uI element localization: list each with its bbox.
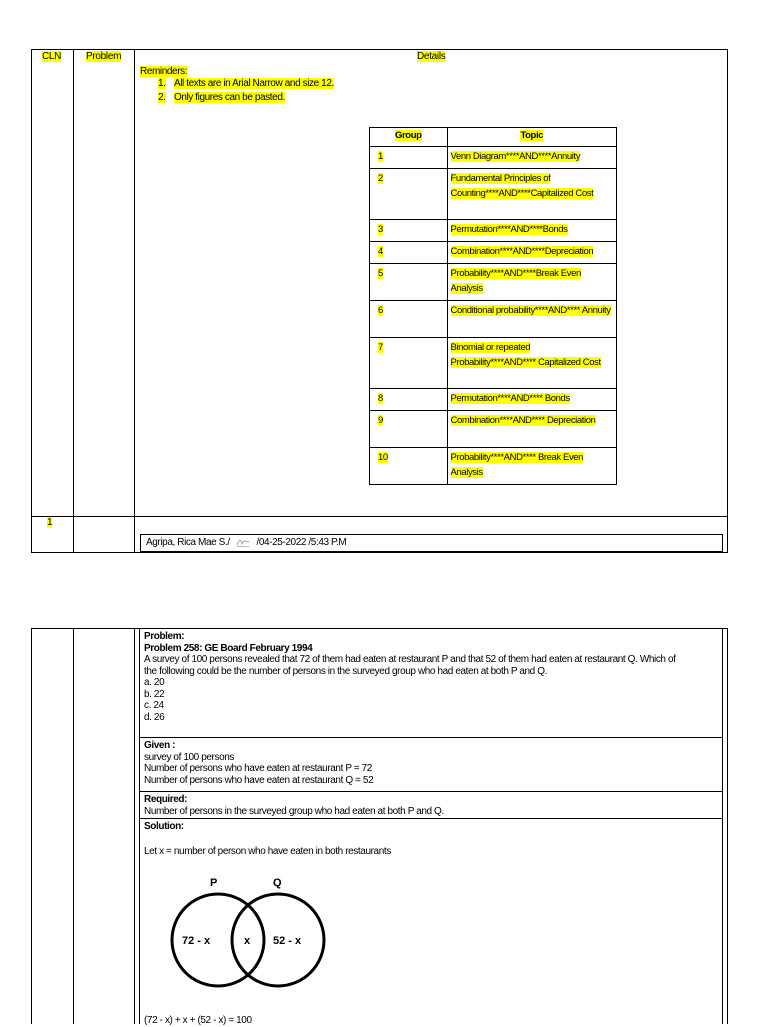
signature-icon <box>236 538 250 547</box>
group-number: 2 <box>378 173 383 184</box>
required-text: Number of persons in the surveyed group who had eaten at both P and Q. <box>144 805 444 817</box>
equation: (72 - x) + x + (52 - x) = 100 <box>144 1015 252 1026</box>
topic-text: Probability****AND****Break Even Analysis <box>450 268 581 294</box>
given-line: survey of 100 persons <box>144 751 234 763</box>
cln-number: 1 <box>47 517 53 528</box>
problem-label: Problem: <box>144 631 185 642</box>
topic-text: Conditional probability****AND**** Annuity <box>450 305 611 316</box>
header-problem: Problem <box>86 51 122 62</box>
topic-header: Topic <box>447 128 616 147</box>
header-details: Details <box>417 51 446 62</box>
signature-date: /04-25-2022 /5:43 P.M <box>256 537 347 548</box>
topic-text: Fundamental Principles of Counting****AND****Capitalized Cost <box>450 173 594 199</box>
topic-text: Binomial or repeated Probability****AND**** Capitalized Cost <box>450 342 601 368</box>
group-number: 6 <box>378 305 383 316</box>
group-number: 1 <box>378 151 383 162</box>
given-line: Number of persons who have eaten at restaurant P = 72 <box>144 763 372 774</box>
venn-diagram <box>160 872 340 992</box>
signature-name: Agripa, Rica Mae S./ <box>146 537 230 548</box>
reminder-number: 2. <box>158 92 166 103</box>
reminder-number: 1. <box>158 78 166 89</box>
reminder-item-2 <box>158 92 285 103</box>
topic-text: Probability****AND**** Break Even Analysis <box>450 452 584 478</box>
required-section <box>144 794 724 817</box>
venn-label-q: Q <box>273 877 282 889</box>
signature-line <box>140 534 723 552</box>
venn-region-middle: x <box>244 935 251 947</box>
given-label: Given : <box>144 740 176 751</box>
table-row <box>370 147 617 169</box>
table-row <box>370 301 617 338</box>
table-row <box>370 169 617 220</box>
reminder-text: All texts are in Arial Narrow and size 12. <box>173 78 334 89</box>
group-topic-table <box>369 127 617 485</box>
choice-c: c. 24 <box>144 700 164 711</box>
group-number: 9 <box>378 415 383 426</box>
topic-text: Combination****AND**** Depreciation <box>450 415 596 426</box>
topic-text: Permutation****AND****Bonds <box>450 224 568 235</box>
problem-text-line: the following could be the number of persons in the surveyed group who had eaten at both P and Q. <box>144 665 547 677</box>
problem-text-line: A survey of 100 persons revealed that 72 of them had eaten at restaurant P and that 52 of them had eaten at restaurant Q. Which of <box>144 654 676 665</box>
topic-text: Permutation****AND**** Bonds <box>450 393 570 404</box>
reminders-title: Reminders: <box>140 66 188 77</box>
table-row <box>370 220 617 242</box>
problem-section <box>144 631 724 723</box>
choice-d: d. 26 <box>144 711 165 723</box>
table-row <box>370 264 617 301</box>
given-section <box>144 740 724 786</box>
group-number: 7 <box>378 342 383 353</box>
topic-text: Venn Diagram****AND****Annuity <box>450 151 581 162</box>
group-number: 8 <box>378 393 383 404</box>
solution-label: Solution: <box>144 821 184 832</box>
given-line: Number of persons who have eaten at restaurant Q = 52 <box>144 774 374 786</box>
table-row <box>370 448 617 485</box>
required-label: Required: <box>144 794 188 805</box>
topic-text: Combination****AND****Depreciation <box>450 246 594 257</box>
table-row <box>370 411 617 448</box>
group-number: 10 <box>378 452 388 463</box>
table-row <box>370 242 617 264</box>
venn-label-p: P <box>210 877 218 889</box>
reminder-item-1 <box>158 78 334 89</box>
choice-a: a. 20 <box>144 677 165 688</box>
let-statement: Let x = number of person who have eaten in both restaurants <box>144 845 391 857</box>
choice-b: b. 22 <box>144 688 165 700</box>
venn-region-left: 72 - x <box>182 935 211 947</box>
header-cln: CLN <box>42 51 62 62</box>
group-number: 5 <box>378 268 383 279</box>
solution-section <box>144 821 724 857</box>
table-row <box>370 338 617 389</box>
table-row <box>370 389 617 411</box>
group-number: 3 <box>378 224 383 235</box>
problem-title: Problem 258: GE Board February 1994 <box>144 642 313 654</box>
group-number: 4 <box>378 246 383 257</box>
group-header: Group <box>370 128 448 147</box>
reminder-text: Only figures can be pasted. <box>173 92 285 103</box>
venn-region-right: 52 - x <box>273 935 302 947</box>
